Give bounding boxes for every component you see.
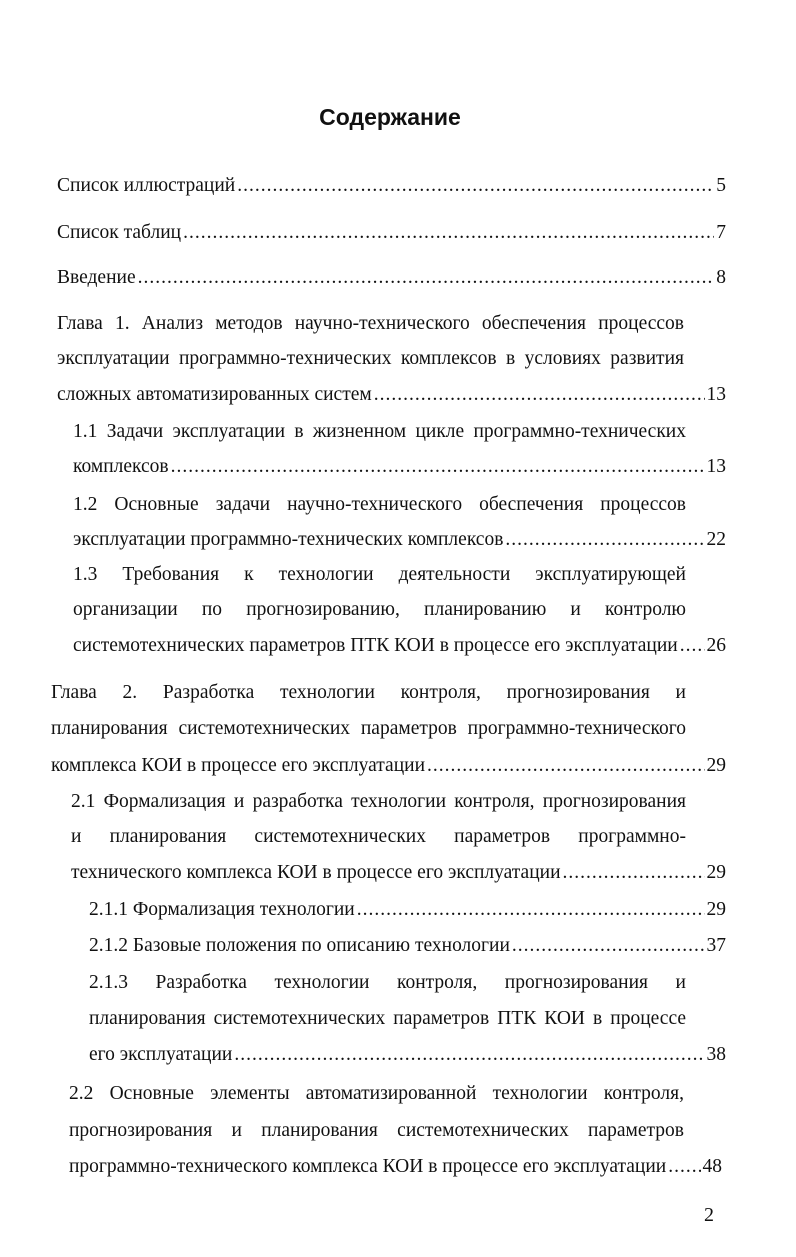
- toc-page-number: 8: [716, 267, 726, 288]
- page-title: Содержание: [319, 104, 461, 130]
- toc-page-number: 26: [706, 635, 726, 656]
- toc-line: организации по прогнозированию, планированию и контролю: [73, 599, 686, 620]
- toc-entry-text: Введение: [57, 267, 136, 288]
- dot-leader: [237, 168, 714, 204]
- toc-line: [57, 168, 726, 204]
- toc-line: планирования системотехнических параметров программно-технического: [51, 718, 686, 739]
- dot-leader: [183, 215, 714, 251]
- toc-entry-text: Список таблиц: [57, 222, 182, 243]
- toc-line: 2.1 Формализация и разработка технологии контроля, прогнозирования: [71, 791, 686, 812]
- toc-line: и планирования системотехнических параметров программно-: [71, 826, 686, 847]
- toc-page-number: 13: [706, 384, 726, 405]
- toc-line: [71, 855, 726, 891]
- toc-page-number: 22: [706, 529, 726, 550]
- dot-leader: [668, 1149, 700, 1185]
- toc-entry-text: технического комплекса КОИ в процессе его эксплуатации: [71, 862, 561, 883]
- toc-line: 2.2 Основные элементы автоматизированной технологии контроля,: [69, 1083, 684, 1104]
- toc-page-number: 5: [716, 175, 726, 196]
- toc-line: [73, 522, 726, 558]
- toc-entry-text: программно-технического комплекса КОИ в процессе его эксплуатации: [69, 1156, 667, 1177]
- toc-page-number: 7: [716, 222, 726, 243]
- toc-line: 1.2 Основные задачи научно-технического обеспечения процессов: [73, 494, 686, 515]
- toc-entry-text: эксплуатации программно-технических комплексов: [73, 529, 504, 550]
- toc-page-number: 37: [706, 935, 726, 956]
- toc-entry-text: комплекса КОИ в процессе его эксплуатации: [51, 755, 426, 776]
- dot-leader: [563, 855, 705, 891]
- toc-page-number: 29: [706, 899, 726, 920]
- dot-leader: [374, 377, 705, 413]
- page-number: 2: [704, 1204, 714, 1226]
- toc-entry-text: комплексов: [73, 456, 169, 477]
- toc-line: [89, 892, 726, 928]
- toc-line: планирования системотехнических параметров ПТК КОИ в процессе: [89, 1008, 686, 1029]
- toc-page-number: 38: [706, 1044, 726, 1065]
- toc-page-number: 13: [706, 456, 726, 477]
- dot-leader: [680, 628, 705, 664]
- toc-line: [73, 449, 726, 485]
- toc-line: 2.1.3 Разработка технологии контроля, прогнозирования и: [89, 972, 686, 993]
- toc-page-number: 29: [706, 862, 726, 883]
- toc-line: [69, 1149, 722, 1185]
- dot-leader: [234, 1037, 704, 1073]
- toc-line: 1.1 Задачи эксплуатации в жизненном цикле программно-технических: [73, 421, 686, 442]
- toc-line: [57, 215, 726, 251]
- dot-leader: [512, 928, 705, 964]
- dot-leader: [427, 748, 704, 784]
- toc-page-number: 48: [702, 1156, 722, 1177]
- toc-line: [57, 260, 726, 296]
- toc-page-number: 29: [706, 755, 726, 776]
- toc-line: [73, 628, 726, 664]
- toc-entry-text: 2.1.1 Формализация технологии: [89, 899, 355, 920]
- toc-line: эксплуатации программно-технических комплексов в условиях развития: [57, 348, 684, 369]
- toc-line: [89, 928, 726, 964]
- dot-leader: [357, 892, 705, 928]
- toc-entry-text: 2.1.2 Базовые положения по описанию технологии: [89, 935, 510, 956]
- dot-leader: [505, 522, 704, 558]
- toc-entry-text: его эксплуатации: [89, 1044, 233, 1065]
- toc-line: Глава 2. Разработка технологии контроля, прогнозирования и: [51, 682, 686, 703]
- toc-line: Глава 1. Анализ методов научно-технического обеспечения процессов: [57, 313, 684, 334]
- toc-entry-text: системотехнических параметров ПТК КОИ в процессе его эксплуатации: [73, 635, 678, 656]
- toc-line: [89, 1037, 726, 1073]
- dot-leader: [171, 449, 705, 485]
- toc-entry-text: сложных автоматизированных систем: [57, 384, 372, 405]
- toc-line: [51, 748, 726, 784]
- toc-line: прогнозирования и планирования системотехнических параметров: [69, 1120, 684, 1141]
- toc-entry-text: Список иллюстраций: [57, 175, 236, 196]
- toc-line: 1.3 Требования к технологии деятельности эксплуатирующей: [73, 564, 686, 585]
- dot-leader: [138, 260, 715, 296]
- toc-line: [57, 377, 726, 413]
